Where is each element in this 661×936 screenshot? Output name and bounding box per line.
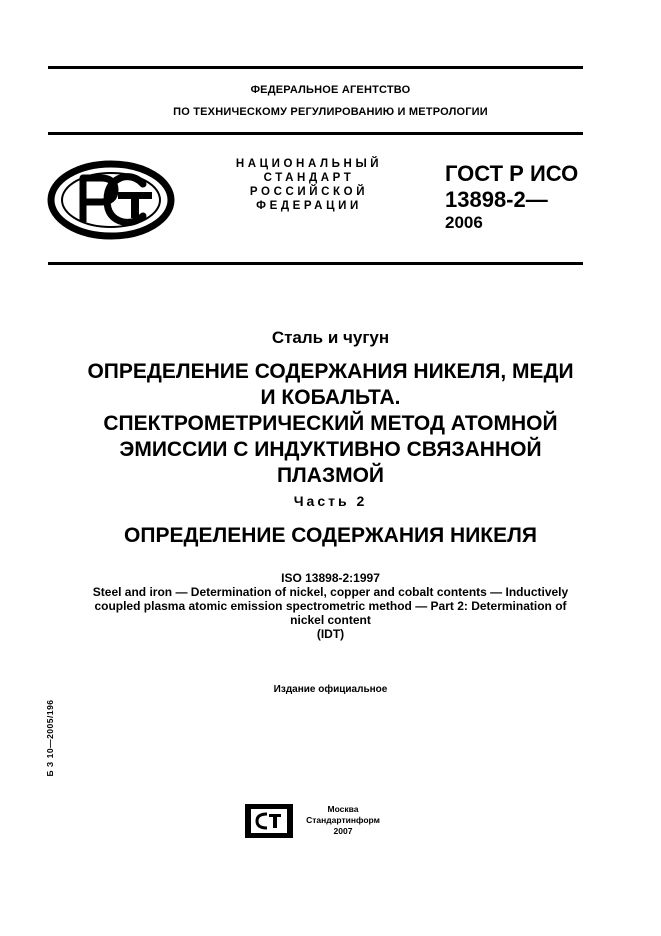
- agency-line-2: ПО ТЕХНИЧЕСКОМУ РЕГУЛИРОВАНИЮ И МЕТРОЛОГИИ: [173, 106, 488, 118]
- part-title: ОПРЕДЕЛЕНИЕ СОДЕРЖАНИЯ НИКЕЛЯ: [124, 524, 537, 547]
- designation-year: 2006: [445, 213, 483, 232]
- title-line-1: ОПРЕДЕЛЕНИЕ СОДЕРЖАНИЯ НИКЕЛЯ, МЕДИ: [87, 360, 574, 383]
- publisher-info: [296, 804, 390, 837]
- document-title: [30, 359, 631, 489]
- english-title-line-3: nickel content: [290, 613, 371, 627]
- national-standard-line-2: СТАНДАРТ: [263, 172, 355, 184]
- header-rule: [48, 132, 583, 135]
- standard-designation: [445, 161, 578, 213]
- agency-line-1: ФЕДЕРАЛЬНОЕ АГЕНТСТВО: [250, 84, 411, 96]
- top-rule: [48, 66, 583, 69]
- iso-reference-block: [20, 571, 641, 641]
- gost-r-logo-icon: [47, 160, 175, 240]
- document-subtitle: Сталь и чугун: [271, 328, 390, 347]
- english-title-line-2: coupled plasma atomic emission spectrometric method — Part 2: Determination of: [94, 599, 567, 613]
- section-rule: [48, 262, 583, 265]
- standartinform-logo-icon: [245, 804, 293, 838]
- title-line-3: СПЕКТРОМЕТРИЧЕСКИЙ МЕТОД АТОМНОЙ: [103, 412, 558, 435]
- publisher-city: Москва: [327, 804, 359, 814]
- part-label: Часть 2: [293, 493, 368, 509]
- idt-label: (IDT): [316, 627, 345, 641]
- side-code: Б З 10—2005/196: [45, 699, 55, 777]
- national-standard-line-4: ФЕДЕРАЦИИ: [256, 200, 362, 212]
- national-standard-label: [214, 157, 404, 213]
- edition-label: Издание официальное: [273, 684, 388, 695]
- national-standard-line-1: НАЦИОНАЛЬНЫЙ: [235, 158, 383, 170]
- title-line-5: ПЛАЗМОЙ: [276, 464, 385, 487]
- title-line-2: И КОБАЛЬТА.: [260, 386, 401, 409]
- title-line-4: ЭМИССИИ С ИНДУКТИВНО СВЯЗАННОЙ: [119, 438, 542, 461]
- designation-line-2: 13898-2—: [445, 187, 548, 212]
- publisher-name: Стандартинформ: [306, 815, 380, 825]
- english-title-line-1: Steel and iron — Determination of nickel, copper and cobalt contents — Inductively: [92, 585, 569, 599]
- publisher-year: 2007: [333, 826, 353, 836]
- national-standard-line-3: РОССИЙСКОЙ: [249, 186, 369, 198]
- designation-line-1: ГОСТ Р ИСО: [445, 161, 579, 186]
- iso-reference: ISO 13898-2:1997: [281, 571, 380, 585]
